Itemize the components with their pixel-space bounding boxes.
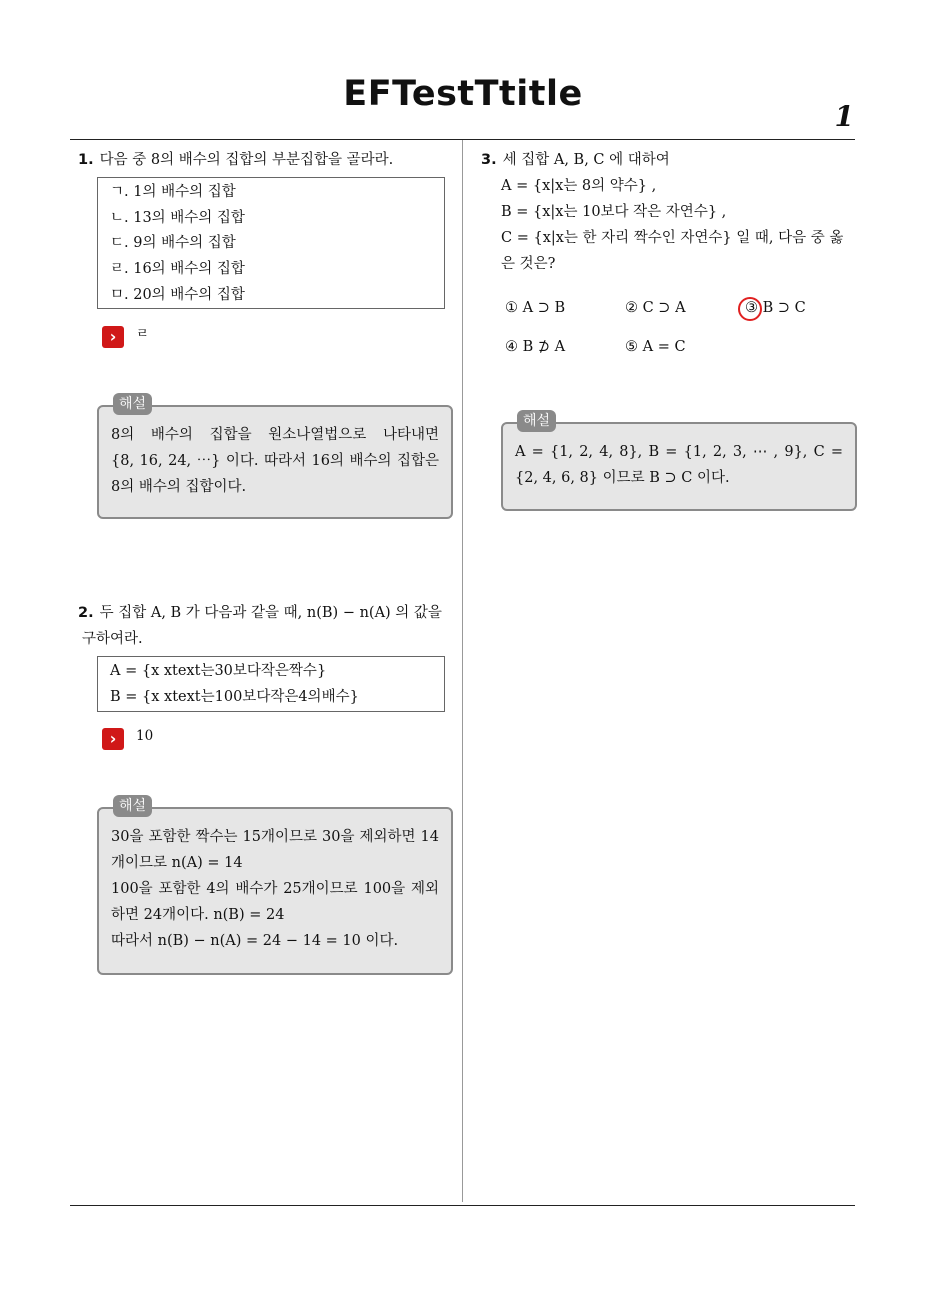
question-text: 세 집합 A, B, C 에 대하여 xyxy=(502,152,670,168)
answer-text: ㄹ xyxy=(136,326,150,342)
question-2 xyxy=(78,600,458,652)
answer-arrow-icon: › xyxy=(102,728,124,750)
solution-label: 해설 xyxy=(113,393,152,415)
set-definition: A = {x xtext는30보다작은짝수} xyxy=(110,663,327,679)
question-3-solution xyxy=(501,422,857,511)
solution-line: 8의 배수의 집합이다. xyxy=(111,479,247,495)
question-2-solution xyxy=(97,807,453,975)
solution-line: A = {1, 2, 4, 8}, B = {1, 2, 3, ⋯ , 9}, C = xyxy=(515,444,843,460)
list-item: ㄱ. 1의 배수의 집합 xyxy=(110,184,236,200)
set-definition: B = {x|x는 10보다 작은 자연수} , xyxy=(501,204,727,220)
choice-5[interactable]: ⑤ A = C xyxy=(625,339,686,355)
choice-4[interactable]: ④ B ⊅ A xyxy=(505,339,566,355)
choice-3[interactable] xyxy=(745,300,806,316)
list-item: ㅁ. 20의 배수의 집합 xyxy=(110,286,245,303)
bottom-rule xyxy=(70,1205,855,1206)
question-text: 다음 중 8의 배수의 집합의 부분집합을 골라라. xyxy=(99,152,394,168)
set-definition: B = {x xtext는100보다작은4의배수} xyxy=(110,688,359,705)
solution-line: 100을 포함한 4의 배수가 25개이므로 100을 제외 xyxy=(111,881,439,897)
choice-label: ③ B ⊃ C xyxy=(745,300,806,316)
solution-line: 따라서 n(B) − n(A) = 24 − 14 = 10 이다. xyxy=(111,933,399,949)
question-text-cont: 구하여라. xyxy=(82,631,143,647)
question-number: 2. xyxy=(78,605,94,621)
solution-line: {2, 4, 6, 8} 이므로 B ⊃ C 이다. xyxy=(515,470,730,486)
solution-line: 하면 24개이다. n(B) = 24 xyxy=(111,907,285,923)
question-1-answer xyxy=(102,326,149,348)
question-2-answer xyxy=(102,728,153,750)
selected-circle-mark xyxy=(738,297,762,321)
page-number: 1 xyxy=(834,100,854,133)
question-1-solution xyxy=(97,405,453,519)
question-1 xyxy=(78,147,448,173)
solution-line: 8의 배수의 집합을 원소나열법으로 나타내면 xyxy=(111,427,439,443)
question-3 xyxy=(481,147,861,277)
question-text: 두 집합 A, B 가 다음과 같을 때, n(B) − n(A) 의 값을 xyxy=(99,605,442,621)
set-definition: A = {x|x는 8의 약수} , xyxy=(501,178,657,194)
column-divider xyxy=(462,140,463,1202)
choice-list xyxy=(505,300,865,380)
solution-line: 개이므로 n(A) = 14 xyxy=(111,855,243,871)
list-item: ㄹ. 16의 배수의 집합 xyxy=(110,261,245,278)
answer-arrow-icon: › xyxy=(102,326,124,348)
solution-label: 해설 xyxy=(113,795,152,817)
list-item: ㄴ. 13의 배수의 집합 xyxy=(110,209,245,226)
solution-line: 30을 포함한 짝수는 15개이므로 30을 제외하면 14 xyxy=(111,829,439,845)
solution-label: 해설 xyxy=(517,410,556,432)
question-1-item-box xyxy=(97,177,445,309)
choice-1[interactable]: ① A ⊃ B xyxy=(505,300,566,316)
list-item: ㄷ. 9의 배수의 집합 xyxy=(110,235,236,252)
question-text-cont: 은 것은? xyxy=(501,256,556,272)
question-2-set-box xyxy=(97,656,445,712)
question-number: 1. xyxy=(78,152,94,168)
set-definition: C = {x|x는 한 자리 짝수인 자연수} 일 때, 다음 중 옳 xyxy=(501,230,844,246)
solution-line: {8, 16, 24, ⋯} 이다. 따라서 16의 배수의 집합은 xyxy=(111,453,439,469)
answer-text: 10 xyxy=(136,728,154,744)
question-number: 3. xyxy=(481,152,497,168)
page-title: EFTestTtitle xyxy=(343,74,583,114)
choice-2[interactable]: ② C ⊃ A xyxy=(625,300,686,316)
